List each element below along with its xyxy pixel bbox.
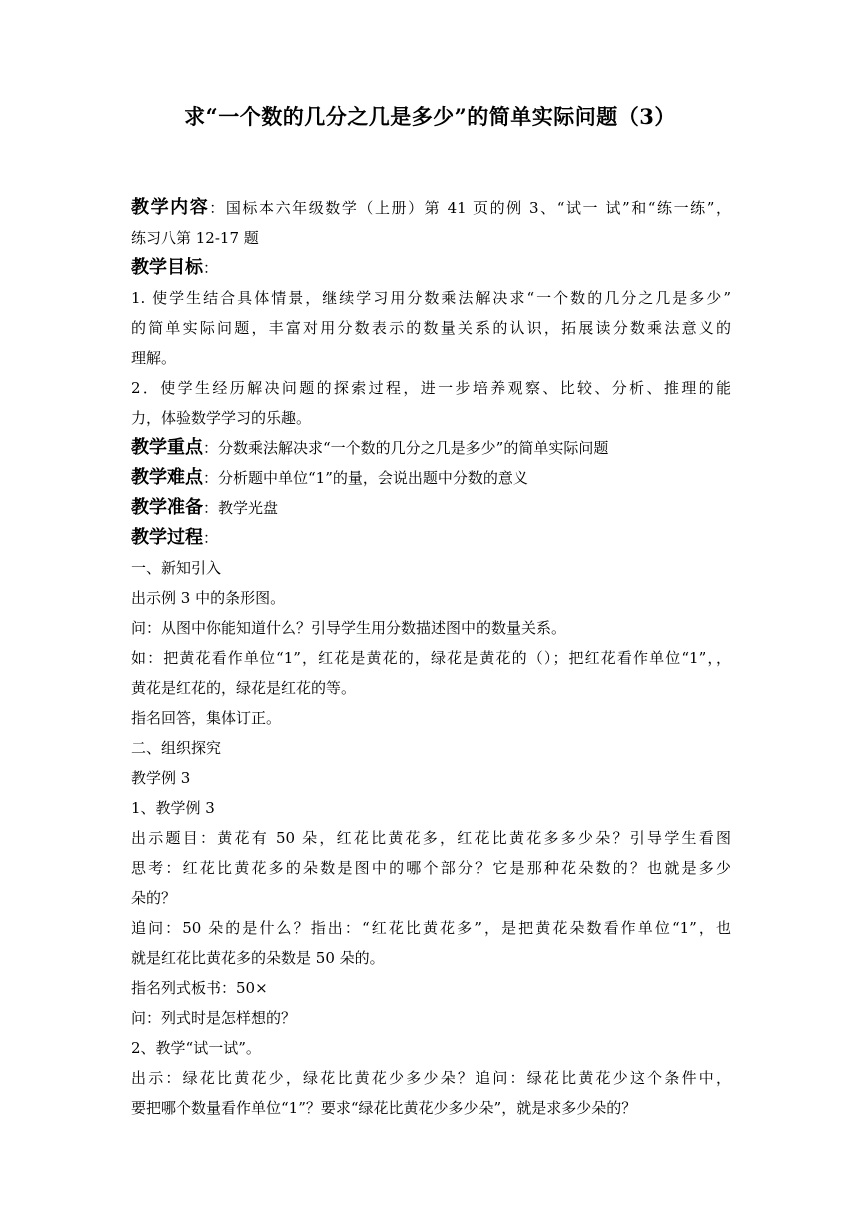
prep-text: 教学光盘 [218,499,279,517]
paragraph-10-line-2: 就是红花比黄花多的朵数是 50 朵的。 [131,949,385,967]
paragraph-9-line-3: 朵的？ [131,889,177,907]
goal2-line-2: 力，体验数学学习的乐趣。 [131,409,312,427]
content-colon: ： [209,199,226,217]
paragraph-3: 问：从图中你能知道什么？引导学生用分数描述图中的数量关系。 [131,619,567,637]
section-1-heading: 一、新知引入 [131,559,222,577]
difficult-heading: 教学难点 [131,467,203,488]
prep-line [131,493,731,523]
content-line-1 [131,193,731,223]
key-line [131,433,731,463]
paragraph-14-line-2: 要把哪个数量看作单位“1”？要求“绿花比黄花少多少朵”，就是求多少朵的？ [131,1099,637,1117]
prep-colon: ： [203,499,219,517]
paragraph-7: 教学例 3 [131,769,191,787]
paragraph-4-line-1: 如：把黄花看作单位“1”，红花是黄花的，绿花是黄花的（）；把红花看作单位“1”，， [131,649,731,667]
key-heading: 教学重点 [131,437,203,458]
content-heading: 教学内容 [131,197,210,218]
paragraph-13: 2、教学“试一试”。 [131,1039,261,1057]
paragraph-9-line-2: 思考：红花比黄花多的朵数是图中的哪个部分？它是那种花朵数的？也就是多少 [131,859,731,877]
process-colon: ： [203,529,219,547]
document-body [131,193,731,1123]
process-heading-line [131,523,731,553]
key-text: 分数乘法解决求“一个数的几分之几是多少”的简单实际问题 [218,439,609,457]
goal1-line-2: 的简单实际问题，丰富对用分数表示的数量关系的认识，拓展读分数乘法意义的 [131,319,731,337]
prep-heading: 教学准备 [131,497,203,518]
goal2-line-1: 2．使学生经历解决问题的探索过程，进一步培养观察、比较、分析、推理的能 [131,379,731,397]
section-2-heading: 二、组织探究 [131,739,222,757]
paragraph-2: 出示例 3 中的条形图。 [131,589,286,607]
paragraph-9-line-1: 出示题目：黄花有 50 朵，红花比黄花多，红花比黄花多多少朵？引导学生看图 [131,829,731,847]
process-heading: 教学过程 [131,527,203,548]
paragraph-14-line-1: 出示：绿花比黄花少，绿花比黄花少多少朵？追问：绿花比黄花少这个条件中， [131,1069,731,1087]
goals-heading: 教学目标 [131,257,203,278]
goal1-line-3: 理解。 [131,349,177,367]
paragraph-11: 指名列式板书：50× [131,979,268,997]
paragraph-8: 1、教学例 3 [131,799,215,817]
goals-heading-line [131,253,731,283]
content-line-2: 练习八第 12-17 题 [131,229,259,247]
paragraph-5: 指名回答，集体订正。 [131,709,282,727]
paragraph-12: 问：列式时是怎样想的？ [131,1009,297,1027]
key-colon: ： [203,439,219,457]
paragraph-4-line-2: 黄花是红花的，绿花是红花的等。 [131,679,357,697]
document-title: 求“一个数的几分之几是多少”的简单实际问题（3） [184,104,676,129]
difficult-colon: ： [203,469,219,487]
paragraph-10-line-1: 追问：50 朵的是什么？指出：“红花比黄花多”，是把黄花朵数看作单位“1”，也 [131,919,731,937]
difficult-line [131,463,731,493]
difficult-text: 分析题中单位“1”的量，会说出题中分数的意义 [218,469,528,487]
content-text-1: 国标本六年级数学（上册）第 41 页的例 3、“试一 试”和“练一练”， [225,199,731,217]
goals-colon: ： [203,259,219,277]
goal1-line-1: 1. 使学生结合具体情景，继续学习用分数乘法解决求“一个数的几分之几是多少” [131,289,731,307]
